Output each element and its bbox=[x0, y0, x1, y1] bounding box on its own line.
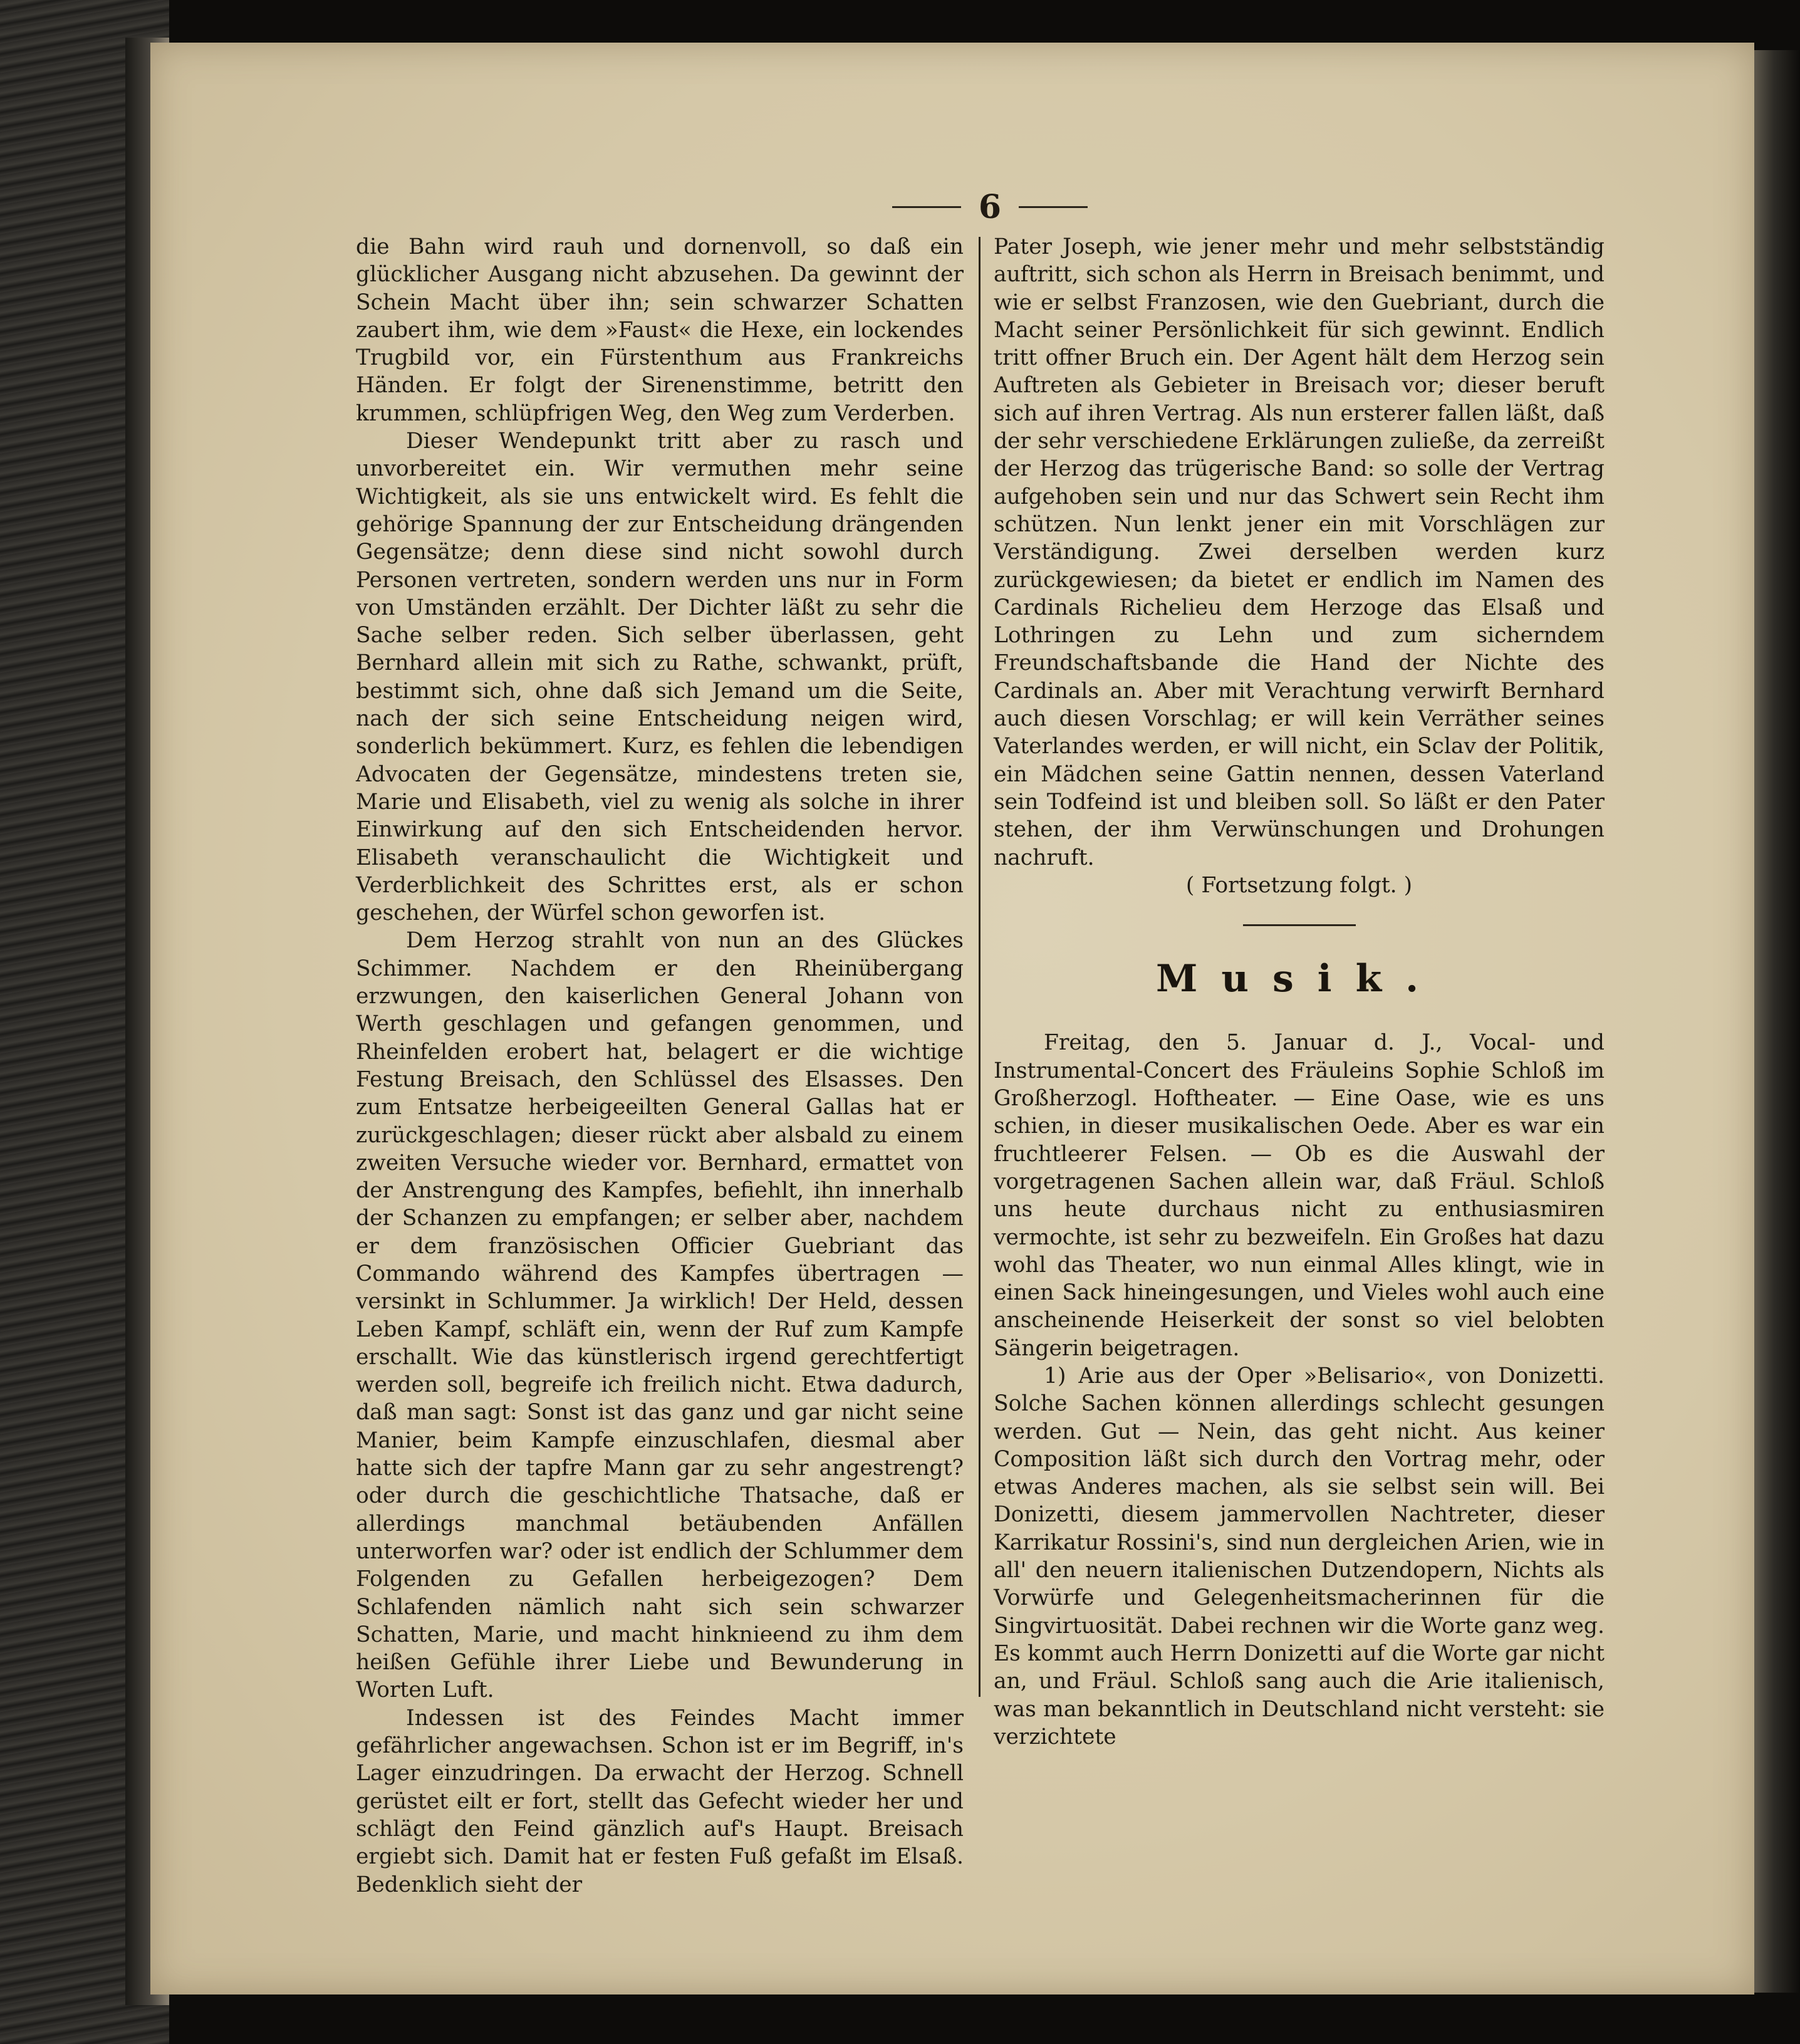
column-divider bbox=[979, 237, 981, 1697]
continued-note: ( Fortsetzung folgt. ) bbox=[1185, 872, 1413, 898]
page-number: 6 bbox=[978, 187, 1002, 226]
left-paragraph-4: Indessen ist des Feindes Macht immer gefährlicher angewachsen. Schon ist er im Begriff, in's Lager einzudringen. Da erwacht der Herzog. Schnell gerüstet eilt er fort, stellt das Gefecht wieder her und schlägt den Feind gänzlich auf's Haupt. Breisach ergiebt sich. Damit hat er festen Fuß gefaßt im Elsaß. Bedenklich sieht der bbox=[356, 1705, 964, 1897]
page-shadow bbox=[1748, 50, 1800, 1993]
music-paragraph-1: Freitag, den 5. Januar d. J., Vocal- und Instrumental-Concert des Fräuleins Sophie Schloß im Großherzogl. Hoftheater. — Eine Oase, wie es uns schien, in dieser musikalischen Oede. Aber es war ein fruchtleerer Felsen. — Ob es die Auswahl der vorgetragenen Sachen allein war, daß Fräul. Schloß uns heute durchaus nicht zu enthusiasmiren vermochte, ist sehr zu bezweifeln. Ein Großes hat dazu wohl das Theater, wo nun einmal Alles klingt, wie in einen Sack hineingesungen, und Vieles wohl auch eine anscheinende Heiserkeit der sonst so viel belobten Sängerin beigetragen. bbox=[994, 1030, 1605, 1361]
right-column bbox=[994, 233, 1605, 1751]
section-separator bbox=[1243, 924, 1356, 926]
header-dash-left bbox=[892, 206, 961, 208]
left-paragraph-3: Dem Herzog strahlt von nun an des Glückes Schimmer. Nachdem er den Rheinübergang erzwungen, den kaiserlichen General Johann von Werth geschlagen und gefangen genommen, und Rheinfelden erobert hat, belagert er die wichtige Festung Breisach, den Schlüssel des Elsasses. Den zum Entsatze herbeigeeilten General Gallas hat er zurückgeschlagen; dieser rückt aber alsbald zu einem zweiten Versuche wieder vor. Bernhard, ermattet von der Anstrengung des Kampfes, befiehlt, ihn innerhalb der Schanzen zu empfangen; er selber aber, nachdem er dem französischen Officier Guebriant das Commando während des Kampfes übertragen — versinkt in Schlummer. Ja wirklich! Der Held, dessen Leben Kampf, schläft ein, wenn der Ruf zum Kampfe erschallt. Wie das künstlerisch irgend gerechtfertigt werden soll, begreife ich freilich nicht. Etwa dadurch, daß man sagt: Sonst ist das ganz und gar nicht seine Manier, beim Kampfe einzuschlafen, diesmal aber hatte sich der tapfre Mann gar zu sehr angestrengt? oder durch die geschichtliche Thatsache, daß er allerdings manchmal betäubenden Anfällen unterworfen war? oder ist endlich der Schlummer dem Folgenden zu Gefallen herbeigezogen? Dem Schlafenden nämlich naht sich sein schwarzer Schatten, Marie, und macht hinknieend zu ihm dem heißen Gefühle ihrer Liebe und Bewunderung in Worten Luft. bbox=[356, 928, 964, 1703]
left-paragraph-2: Dieser Wendepunkt tritt aber zu rasch und unvorbereitet ein. Wir vermuthen mehr seine Wichtigkeit, als sie uns entwickelt wird. Es fehlt die gehörige Spannung der zur Entscheidung drängenden Gegensätze; denn diese sind nicht sowohl durch Personen vertreten, sondern werden uns nur in Form von Umständen erzählt. Der Dichter läßt zu sehr die Sache selber reden. Sich selber überlassen, geht Bernhard allein mit sich zu Rathe, schwankt, prüft, bestimmt sich, ohne daß sich Jemand um die Seite, nach der sich seine Entscheidung neigen wird, sonderlich bekümmert. Kurz, es fehlen die lebendigen Advocaten der Gegensätze, mindestens treten sie, Marie und Elisabeth, viel zu wenig als solche in ihrer Einwirkung auf den sich Entscheidenden hervor. Elisabeth veranschaulicht die Wichtigkeit und Verderblichkeit des Schrittes erst, als er schon geschehen, der Würfel schon geworfen ist. bbox=[356, 429, 964, 926]
header-dash-right bbox=[1019, 206, 1088, 208]
page-header bbox=[865, 188, 1115, 226]
left-column bbox=[356, 233, 964, 1899]
right-continuation: Pater Joseph, wie jener mehr und mehr selbstständig auftritt, sich schon als Herrn in Breisach benimmt, und wie er selbst Franzosen, wie den Guebriant, durch die Macht seiner Persönlichkeit für sich gewinnt. Endlich tritt offner Bruch ein. Der Agent hält dem Herzog sein Auftreten als Gebieter in Breisach vor; dieser beruft sich auf ihren Vertrag. Als nun ersterer fallen läßt, daß der sehr verschiedene Erklärungen zuließe, da zerreißt der Herzog das trügerische Band: so solle der Vertrag aufgehoben sein und nur das Schwert sein Recht ihm schützen. Nun lenkt jener ein mit Vorschlägen zur Verständigung. Zwei derselben werden kurz zurückgewiesen; da bietet er endlich im Namen des Cardinals Richelieu dem Herzoge das Elsaß und Lothringen zu Lehn und zum sicherndem Freundschaftsbande die Hand der Nichte des Cardinals an. Aber mit Verachtung verwirft Bernhard auch diesen Vorschlag; er will kein Verräther seines Vaterlandes werden, er will nicht, ein Sclav der Politik, ein Mädchen seine Gattin nennen, dessen Vaterland sein Todfeind ist und bleiben soll. So läßt er den Pater stehen, der ihm Verwünschungen und Drohungen nachruft. bbox=[994, 234, 1605, 870]
section-title-musik: Musik. bbox=[1155, 957, 1443, 1001]
music-paragraph-2: 1) Arie aus der Oper »Belisario«, von Donizetti. Solche Sachen können allerdings schlecht gesungen werden. Gut — Nein, das geht nicht. Aus keiner Composition läßt sich durch den Vortrag mehr, oder etwas Anderes machen, als sie selbst sein will. Bei Donizetti, diesem jammervollen Nachtreter, dieser Karrikatur Rossini's, sind nun dergleichen Arien, wie in all' den neuern italienischen Dutzendopern, Nichts als Vorwürfe und Gelegenheitsmacherinnen für die Singvirtuosität. Dabei rechnen wir die Worte ganz weg. Es kommt auch Herrn Donizetti auf die Worte gar nicht an, und Fräul. Schloß sang auch die Arie italienisch, was man bekanntlich in Deutschland nicht versteht: sie verzichtete bbox=[994, 1363, 1605, 1749]
left-paragraph-1: die Bahn wird rauh und dornenvoll, so daß ein glücklicher Ausgang nicht abzusehen. Da gewinnt der Schein Macht über ihn; sein schwarzer Schatten zaubert ihm, wie dem »Faust« die Hexe, ein lockendes Trugbild vor, ein Fürstenthum aus Frankreichs Händen. Er folgt der Sirenenstimme, betritt den krummen, schlüpfrigen Weg, den Weg zum Verderben. bbox=[356, 234, 964, 426]
